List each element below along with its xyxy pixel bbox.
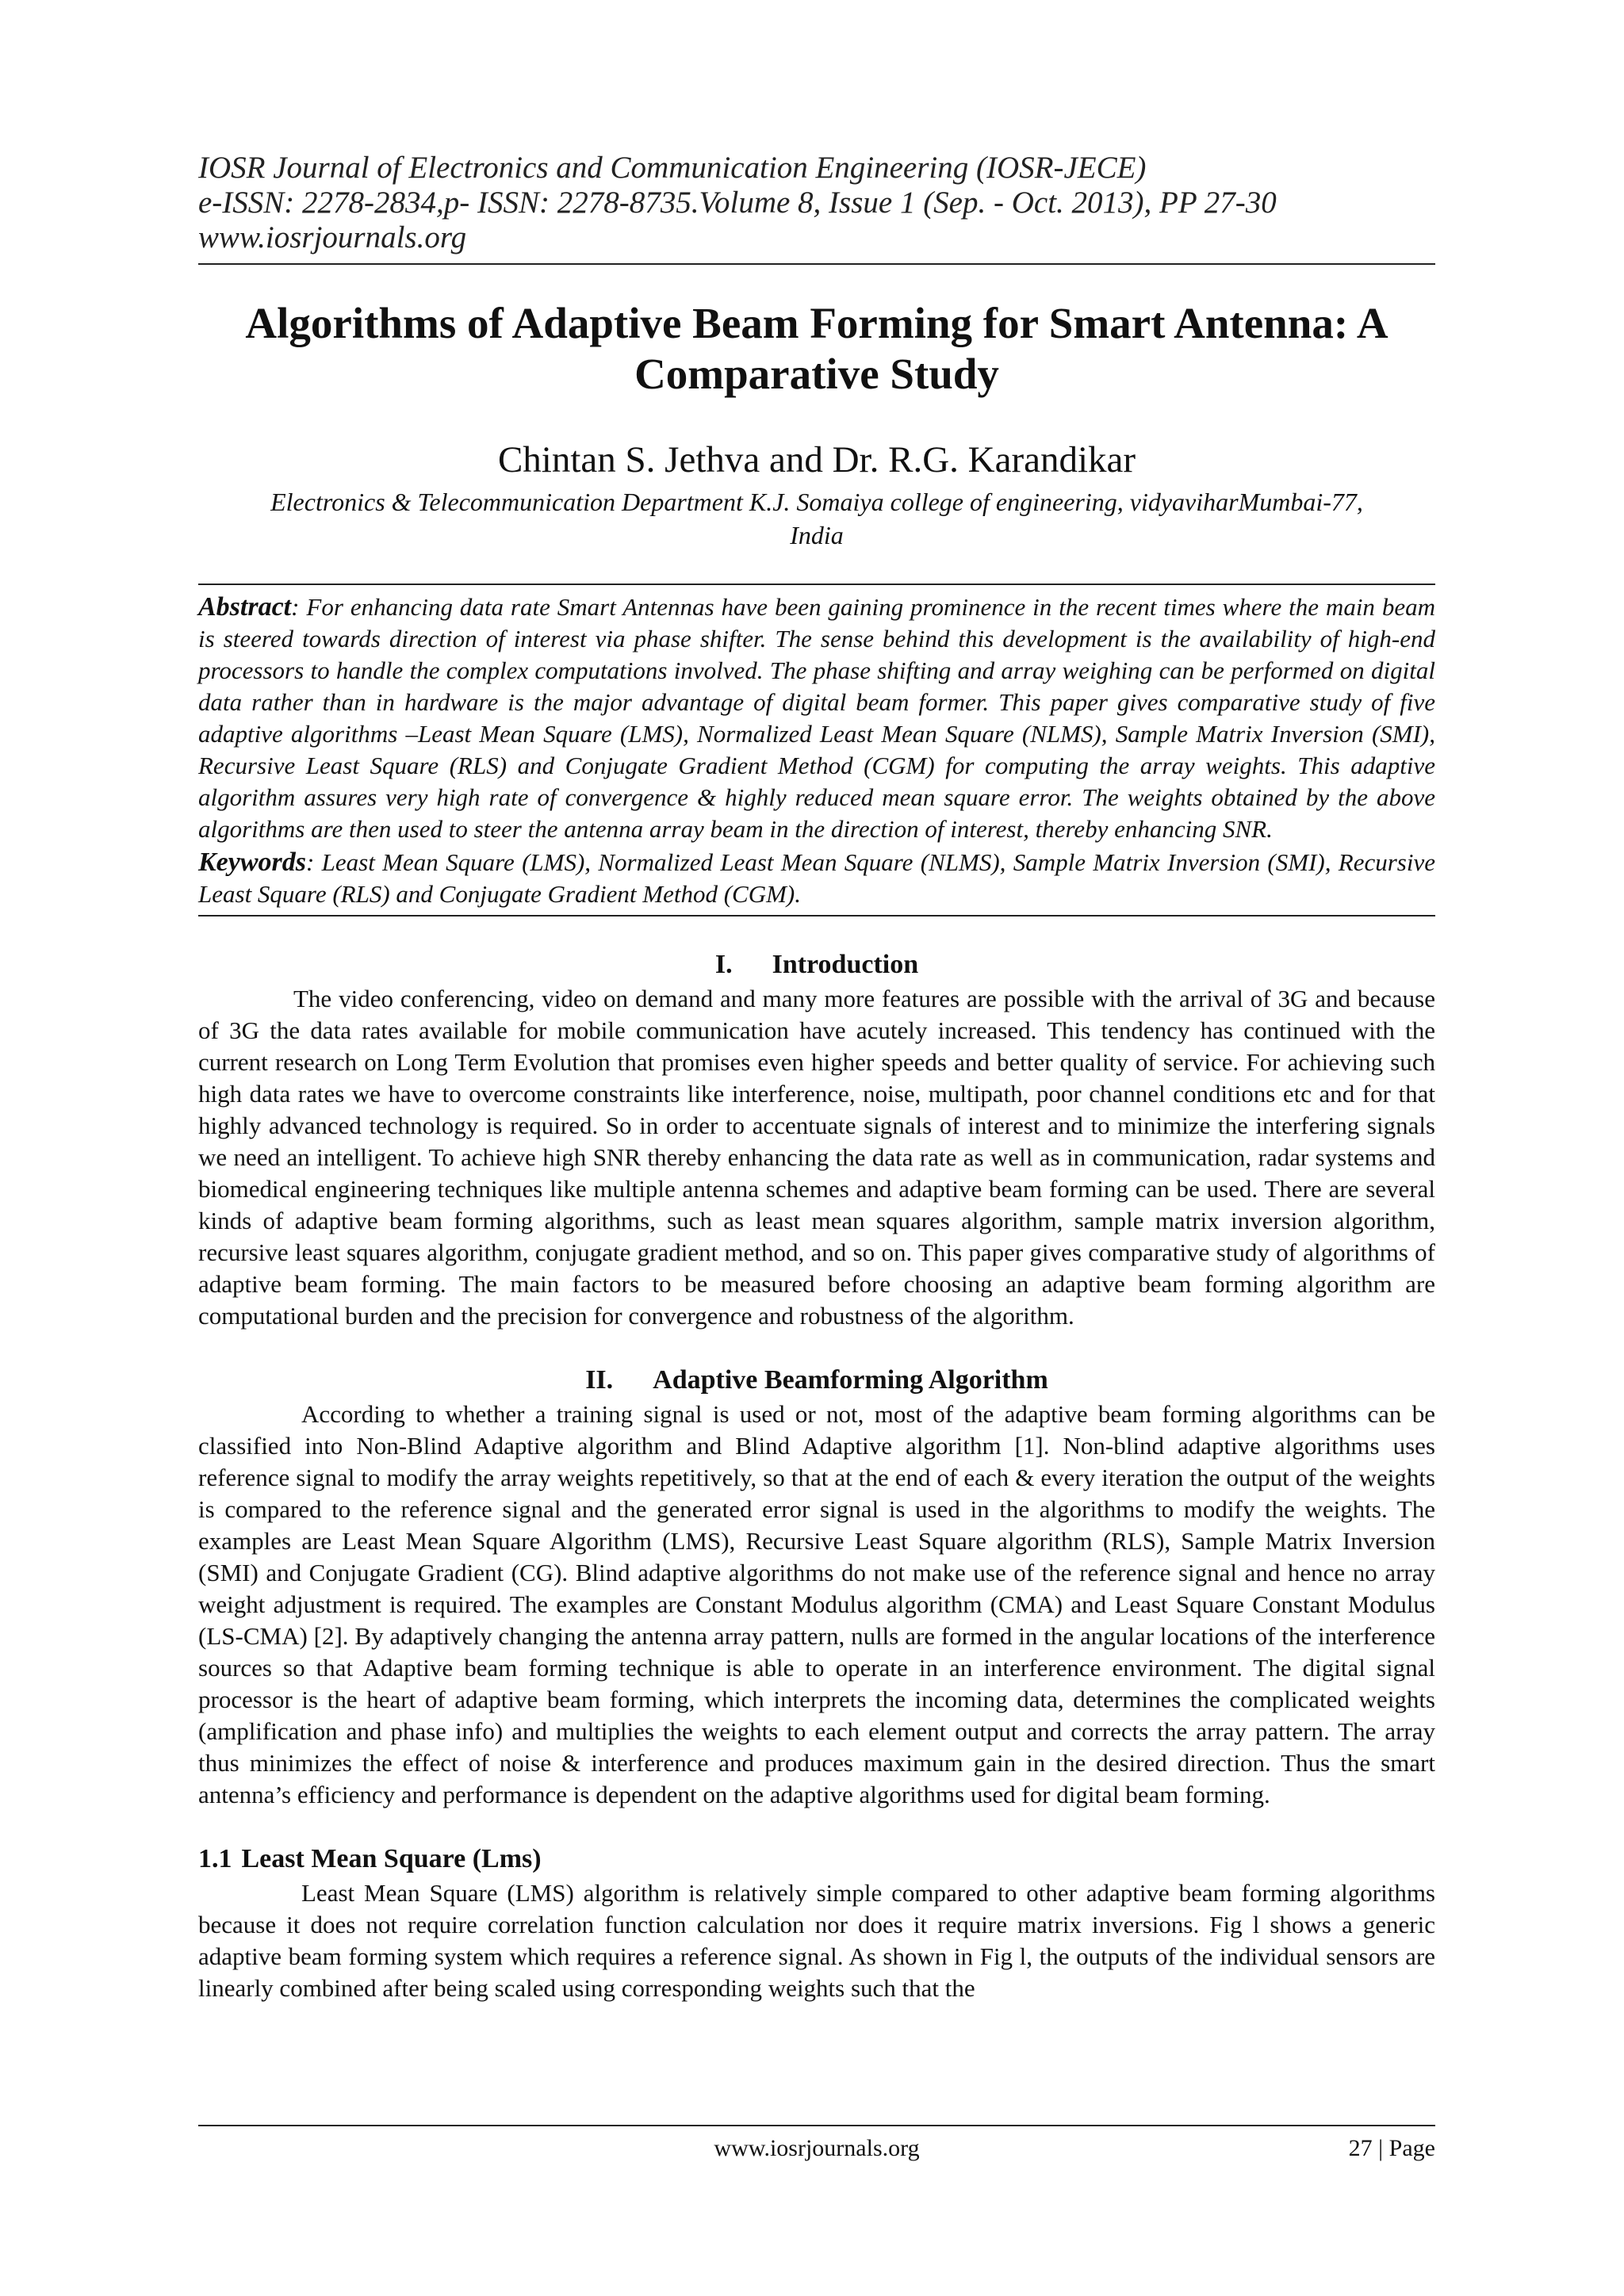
subsection-number: 1.1 bbox=[198, 1844, 232, 1873]
abstract-bottom-rule bbox=[198, 915, 1435, 916]
section-number: I. bbox=[714, 950, 733, 979]
footer-rule bbox=[198, 2125, 1435, 2126]
journal-header bbox=[198, 151, 1435, 255]
paper-title bbox=[198, 298, 1435, 400]
keywords-separator: : bbox=[306, 848, 315, 876]
page-number: 27 | Page bbox=[1348, 2135, 1435, 2161]
abstract-text: For enhancing data rate Smart Antennas have been gaining prominence in the recent times where the main beam is steered towards direction of interest via phase shifter. The sense behind this development is the availability of high-end processors to handle the complex computations involved. The phase shifting and array weighing can be performed on digital data rather than in hardware is the major advantage of digital beam former. This paper gives comparative study of five adaptive algorithms –Least Mean Square (LMS), Normalized Least Mean Square (NLMS), Sample Matrix Inversion (SMI), Recursive Least Square (RLS) and Conjugate Gradient Method (CGM) for computing the array weights. This adaptive algorithm assures very high rate of convergence & highly reduced mean square error. The weights obtained by the above algorithms are then used to steer the antenna array beam in the direction of interest, thereby enhancing SNR. bbox=[198, 593, 1435, 843]
paper-title-line-2: Comparative Study bbox=[634, 350, 999, 398]
journal-issn: e-ISSN: 2278-2834,p- ISSN: 2278-8735.Volume 8, Issue 1 (Sep. - Oct. 2013), PP 27-30 bbox=[198, 186, 1277, 220]
keywords-text: Least Mean Square (LMS), Normalized Least Mean Square (NLMS), Sample Matrix Inversion (SMI), Recursive Least Square (RLS) and Conjugate Gradient Method (CGM). bbox=[198, 848, 1436, 908]
affiliation-line-2: India bbox=[790, 521, 844, 549]
abstract-block bbox=[198, 584, 1435, 916]
section-heading-introduction bbox=[198, 948, 1435, 982]
header-rule bbox=[198, 263, 1435, 265]
abstract-label: Abstract bbox=[198, 592, 292, 622]
section-heading-adaptive-beamforming bbox=[198, 1364, 1435, 1397]
adaptive-beamforming-paragraph: According to whether a training signal is used or not, most of the adaptive beam forming algorithms can be classified into Non-Blind Adaptive algorithm and Blind Adaptive algorithm [1]. Non-blind adaptive algorithms uses reference signal to modify the array weights repetitively, so that at the end of each & every iteration the output of the weights is compared to the reference signal and the generated error signal is used in the algorithms to modify the weights. The examples are Least Mean Square Algorithm (LMS), Recursive Least Square algorithm (RLS), Sample Matrix Inversion (SMI) and Conjugate Gradient (CG). Blind adaptive algorithms do not make use of the reference signal and hence no array weight adjustment is required. The examples are Constant Modulus algorithm (CMA) and Least Square Constant Modulus (LS-CMA) [2]. By adaptively changing the antenna array pattern, nulls are formed in the angular locations of the interference sources so that Adaptive beam forming technique is able to operate in an interference environment. The digital signal processor is the heart of adaptive beam forming, which interprets the incoming data, determines the complicated weights (amplification and phase info) and multiplies the weights to each element output and corrects the array pattern. The array thus minimizes the effect of noise & interference and produces maximum gain in the desired direction. Thus the smart antenna’s efficiency and performance is dependent on the adaptive algorithms used for digital beam forming. bbox=[198, 1400, 1435, 1808]
keywords-label: Keywords bbox=[198, 848, 306, 877]
page-footer bbox=[198, 2125, 1435, 2166]
paper-title-line-1: Algorithms of Adaptive Beam Forming for Smart Antenna: A bbox=[245, 299, 1388, 347]
section-title: Introduction bbox=[772, 950, 919, 979]
affiliation bbox=[198, 485, 1435, 552]
keywords bbox=[198, 847, 1435, 910]
subsection-title: Least Mean Square (Lms) bbox=[241, 1844, 542, 1873]
section-title: Adaptive Beamforming Algorithm bbox=[653, 1365, 1048, 1395]
affiliation-line-1: Electronics & Telecommunication Department K.J. Somaiya college of engineering, vidyaviharMumbai-77, bbox=[270, 488, 1363, 516]
abstract bbox=[198, 591, 1435, 845]
abstract-top-rule bbox=[198, 584, 1435, 585]
paper-page bbox=[198, 151, 1435, 2004]
journal-url: www.iosrjournals.org bbox=[198, 220, 467, 254]
lms-paragraph: Least Mean Square (LMS) algorithm is relatively simple compared to other adaptive beam forming algorithms because it does not require correlation function calculation nor does it require matrix inversions. Fig l shows a generic adaptive beam forming system which requires a reference signal. As shown in Fig l, the outputs of the individual sensors are linearly combined after being scaled using corresponding weights such that the bbox=[198, 1879, 1435, 2002]
abstract-separator: : bbox=[291, 593, 300, 621]
subsection-heading-lms bbox=[198, 1843, 1435, 1876]
authors: Chintan S. Jethva and Dr. R.G. Karandikar bbox=[497, 439, 1136, 480]
section-number: II. bbox=[585, 1365, 614, 1395]
introduction-paragraph: The video conferencing, video on demand and many more features are possible with the arrival of 3G and because of 3G the data rates available for mobile communication have acutely increased. This tendency has continued with the current research on Long Term Evolution that promises even higher speeds and better quality of service. For achieving such high data rates we have to overcome constraints like interference, noise, multipath, poor channel conditions etc and for that highly advanced technology is required. So in order to accentuate signals of interest and to minimize the interfering signals we need an intelligent. To achieve high SNR thereby enhancing the data rate as well as in communication, radar systems and biomedical engineering techniques like multiple antenna schemes and adaptive beam forming can be used. There are several kinds of adaptive beam forming algorithms, such as least mean squares algorithm, sample matrix inversion algorithm, recursive least squares algorithm, conjugate gradient method, and so on. This paper gives comparative study of algorithms of adaptive beam forming. The main factors to be measured before choosing an adaptive beam forming algorithm are computational burden and the precision for convergence and robustness of the algorithm. bbox=[198, 985, 1435, 1330]
footer-url: www.iosrjournals.org bbox=[714, 2135, 920, 2161]
journal-name: IOSR Journal of Electronics and Communication Engineering (IOSR-JECE) bbox=[198, 151, 1147, 185]
